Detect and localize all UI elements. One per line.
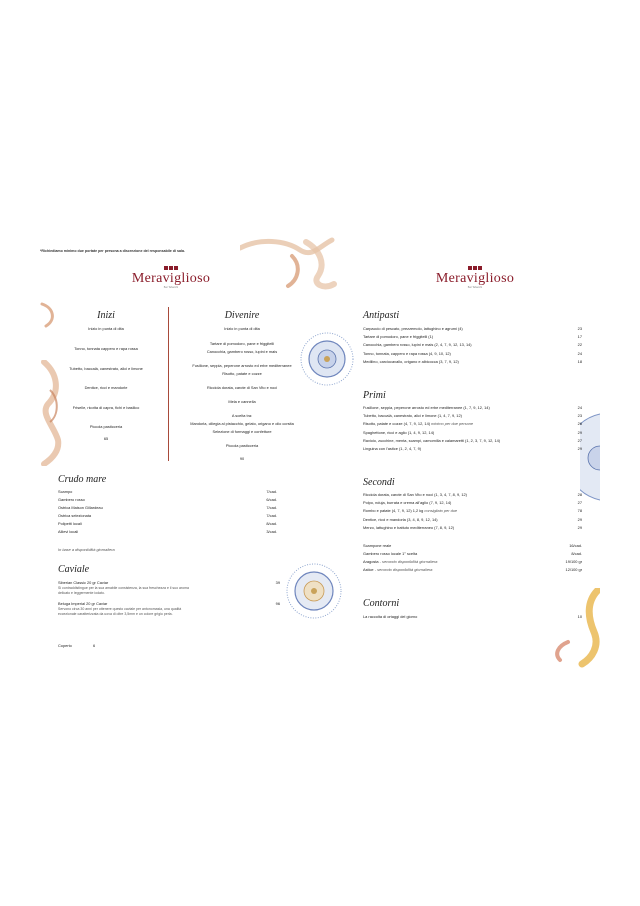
- menu-item-price: 7/cad.: [266, 505, 277, 510]
- octopus-tentacle-illustration: [40, 302, 58, 330]
- menu-item-name: Merzo, lattughino e battuto mediterraneo (7, 8, 9, 12): [363, 525, 455, 530]
- octopus-tentacle-illustration: [552, 588, 600, 668]
- menu-item-name: [363, 508, 457, 513]
- menu-item-name: Ostrica Maison Gillardeau: [58, 505, 103, 510]
- menu-item-price: 27: [577, 500, 582, 505]
- section-title-primi: Primi: [363, 390, 386, 401]
- menu-item-note: consigliato per due: [423, 508, 458, 513]
- brand-name: Meraviglioso: [131, 271, 211, 286]
- menu-item-name-text: Aragosta: [363, 559, 379, 564]
- menu-item-price: 27: [577, 438, 582, 443]
- tasting-item: Dentice, ricci e mandorle: [84, 385, 128, 390]
- menu-item-name: Spaghettone, ricci e aglio (1, 4, 9, 12, 14): [363, 430, 435, 435]
- menu-item-price: 8/cad.: [571, 551, 582, 556]
- menu-item-price: 28: [577, 492, 582, 497]
- section-title-secondi: Secondi: [363, 477, 395, 488]
- brand-subtitle: Bar Tabacchi: [467, 286, 483, 289]
- menu-item-name: Gambero rosso: [58, 497, 85, 502]
- tasting-item: Mela e cannella: [228, 399, 256, 404]
- section-title-caviale: Caviale: [58, 564, 90, 575]
- menu-item-price: 22: [577, 342, 582, 347]
- menu-item-price: 8/cad.: [266, 521, 277, 526]
- tasting-item: Tonno, tonnata cappero e rapa rossa: [74, 346, 138, 351]
- menu-item-name: Gambero rosso locale 1° scelta: [363, 551, 418, 556]
- section-title-crudo-mare: Crudo mare: [58, 474, 107, 485]
- menu-item-note: - secondo disponibilità giornaliera: [378, 559, 438, 564]
- tasting-item: Tubetto, baccalà, canestrato, alici e limone: [69, 366, 143, 371]
- menu-item-name-text: Rombo e patate (4, 7, 9, 12) 1,2 kg: [363, 508, 424, 513]
- menu-item-price: 16/cad.: [569, 543, 582, 548]
- menu-item-price: 78: [577, 508, 582, 513]
- sea-urchin-illustration: [296, 328, 358, 390]
- menu-item-price: 24: [577, 405, 582, 410]
- tasting-item: Tartare di pomodoro, pane e friggitelli: [209, 341, 275, 346]
- menu-item-description: eccezionale caratterizzata da uova di oltre 3,5mm e un colore grigio perla.: [58, 612, 173, 616]
- menu-item-price: 3/cad.: [266, 529, 277, 534]
- menu-item-description: Servono circa 30 anni per ottenere questo caviale per antonomasia, una qualità: [58, 607, 182, 611]
- section-title-antipasti: Antipasti: [363, 310, 400, 321]
- menu-item-name-text: Astice: [363, 567, 374, 572]
- menu-item-name: [363, 559, 437, 564]
- sea-urchin-illustration: [580, 412, 600, 502]
- brand-logo: [425, 266, 525, 289]
- menu-item-name: Allievi locali: [58, 529, 79, 534]
- menu-item-name: Polipetti locali: [58, 521, 82, 526]
- menu-item-price: 18: [577, 359, 582, 364]
- tasting-item: Risotto, patate e cozze: [222, 371, 262, 376]
- cover-charge-price: 6: [93, 643, 96, 648]
- brand-logo: [121, 266, 221, 289]
- menu-item-price: 17: [577, 334, 582, 339]
- menu-item-name: Linguina con l'astice (1, 2, 4, 7, 9): [363, 446, 422, 451]
- menu-item-price: 24: [577, 351, 582, 356]
- menu-item-price: 6/cad.: [266, 497, 277, 502]
- menu-item-name: Tartare di pomodoro, pane e friggitelli (1): [363, 334, 434, 339]
- menu-item-price: 29: [577, 430, 582, 435]
- tasting-item: Inizio in punta di dita: [224, 326, 260, 331]
- tasting-item: Piccola pasticceria: [89, 424, 123, 429]
- menu-item-price: 96: [275, 601, 280, 606]
- menu-item-name: Dentice, ricci e mandorla (3, 4, 8, 9, 12, 14): [363, 517, 438, 522]
- tasting-item: Friselle, ricotta di capra, fichi e basilico: [72, 405, 140, 410]
- menu-item-price: 12/100 gr: [565, 567, 582, 572]
- brand-subtitle: Bar Tabacchi: [163, 286, 179, 289]
- tasting-item: Piccola pasticceria: [225, 443, 259, 448]
- menu-item-name: Canocchia, gambero rosso, lupini e mais (2, 4, 7, 9, 12, 13, 14): [363, 342, 472, 347]
- menu-item-note: minimo per due persone: [430, 421, 474, 426]
- octopus-illustration: [40, 360, 64, 466]
- menu-item-description: delicato e leggermente iodato.: [58, 591, 105, 595]
- menu-item-name-text: Risotto, patate e cozze (4, 7, 9, 12, 14): [363, 421, 431, 426]
- menu-item-price: 23: [577, 326, 582, 331]
- section-title-inizi: Inizi: [97, 310, 115, 321]
- menu-item-name: Medilino, carciocavallo, origano e albicocca (3, 7, 9, 12): [363, 359, 459, 364]
- tasting-item: Ricciola dorata, carote di San Vito e noci: [207, 385, 277, 390]
- tasting-item: Selezione di formaggi e confetture: [212, 429, 272, 434]
- menu-item-name: Ricciola dorata, carote di San Vito e noci (1, 3, 4, 7, 8, 9, 12): [363, 492, 467, 497]
- menu-item-name: [363, 421, 473, 426]
- menu-item-name: [363, 567, 432, 572]
- menu-item-name: La raccolta di ortaggi del giorno: [363, 614, 418, 619]
- tasting-item: Inizio in punta di dita: [88, 326, 124, 331]
- tasting-menu-price: 65: [103, 436, 109, 441]
- menu-item-price: 23: [577, 413, 582, 418]
- tasting-item: Canocchia, gambero rosso, lupini e mais: [206, 349, 278, 354]
- menu-item-name: Ravioio, zucchine, menta, scampi, camomilla e calamaretti (1, 2, 3, 7, 9, 12, 14): [363, 438, 501, 443]
- menu-item-name: Siberian Classic 20 gr Caviar: [58, 580, 109, 585]
- tasting-item: Mandorla, ciliegia al pistacchio, gelato, origano e olio corsita: [190, 421, 294, 426]
- menu-item-name: Scampo: [58, 489, 73, 494]
- section-title-divenire: Divenire: [224, 310, 260, 321]
- sea-urchin-illustration: [284, 560, 344, 622]
- menu-item-price: 7/cad.: [266, 513, 277, 518]
- menu-item-price: 10: [577, 614, 582, 619]
- menu-item-price: 39: [275, 580, 280, 585]
- menu-item-price: 29: [577, 517, 582, 522]
- menu-item-note: - secondo disponibilità giornaliera: [373, 567, 433, 572]
- menu-item-name: Carpaccio di pescato, prezzemolo, lattughino e agrumi (4): [363, 326, 463, 331]
- availability-note: In base a disponibilità giornaliera: [58, 547, 115, 552]
- minimum-order-note: *Richiediamo minimo due portate per persona a discrezione del responsabile di sala.: [40, 249, 185, 253]
- menu-item-price: 29: [577, 446, 582, 451]
- menu-item-price: 29: [577, 525, 582, 530]
- brand-name: Meraviglioso: [435, 271, 515, 286]
- menu-item-name: Ostrica selezionata: [58, 513, 92, 518]
- menu-item-name: Polpo, nduja, burrata e crema all'aglio (7, 9, 12, 14): [363, 500, 452, 505]
- menu-item-name: Scampone reale: [363, 543, 392, 548]
- menu-item-name: Fusillone, seppia, peperone arrosto ed erbe mediterranee (1, 7, 9, 12, 14): [363, 405, 490, 410]
- menu-item-price: 7/cad.: [266, 489, 277, 494]
- menu-item-name: Tubetto, baccalà, canestrato, alici e limone (1, 4, 7, 9, 12): [363, 413, 462, 418]
- tasting-item: A scelta tra:: [231, 413, 253, 418]
- tasting-menu-price: 90: [239, 456, 245, 461]
- column-divider: [168, 307, 169, 461]
- menu-item-price: 26: [577, 421, 582, 426]
- menu-item-price: 19/100 gr: [565, 559, 582, 564]
- octopus-tentacle-illustration: [240, 236, 340, 292]
- section-title-contorni: Contorni: [363, 598, 400, 609]
- menu-item-name: Tonno, tonnata, cappero e rapa rossa (4, 9, 10, 12): [363, 351, 451, 356]
- menu-item-description: Si contraddistingue per la sua amabile consistenza, la sua freschezza e il suo aroma: [58, 586, 189, 590]
- cover-charge-label: Coperto: [58, 643, 72, 648]
- menu-item-name: Beluga Imperial 20 gr Caviar: [58, 601, 108, 606]
- tasting-item: Fusillone, seppia, peperone arrosto ed erbe mediterranee: [192, 363, 292, 368]
